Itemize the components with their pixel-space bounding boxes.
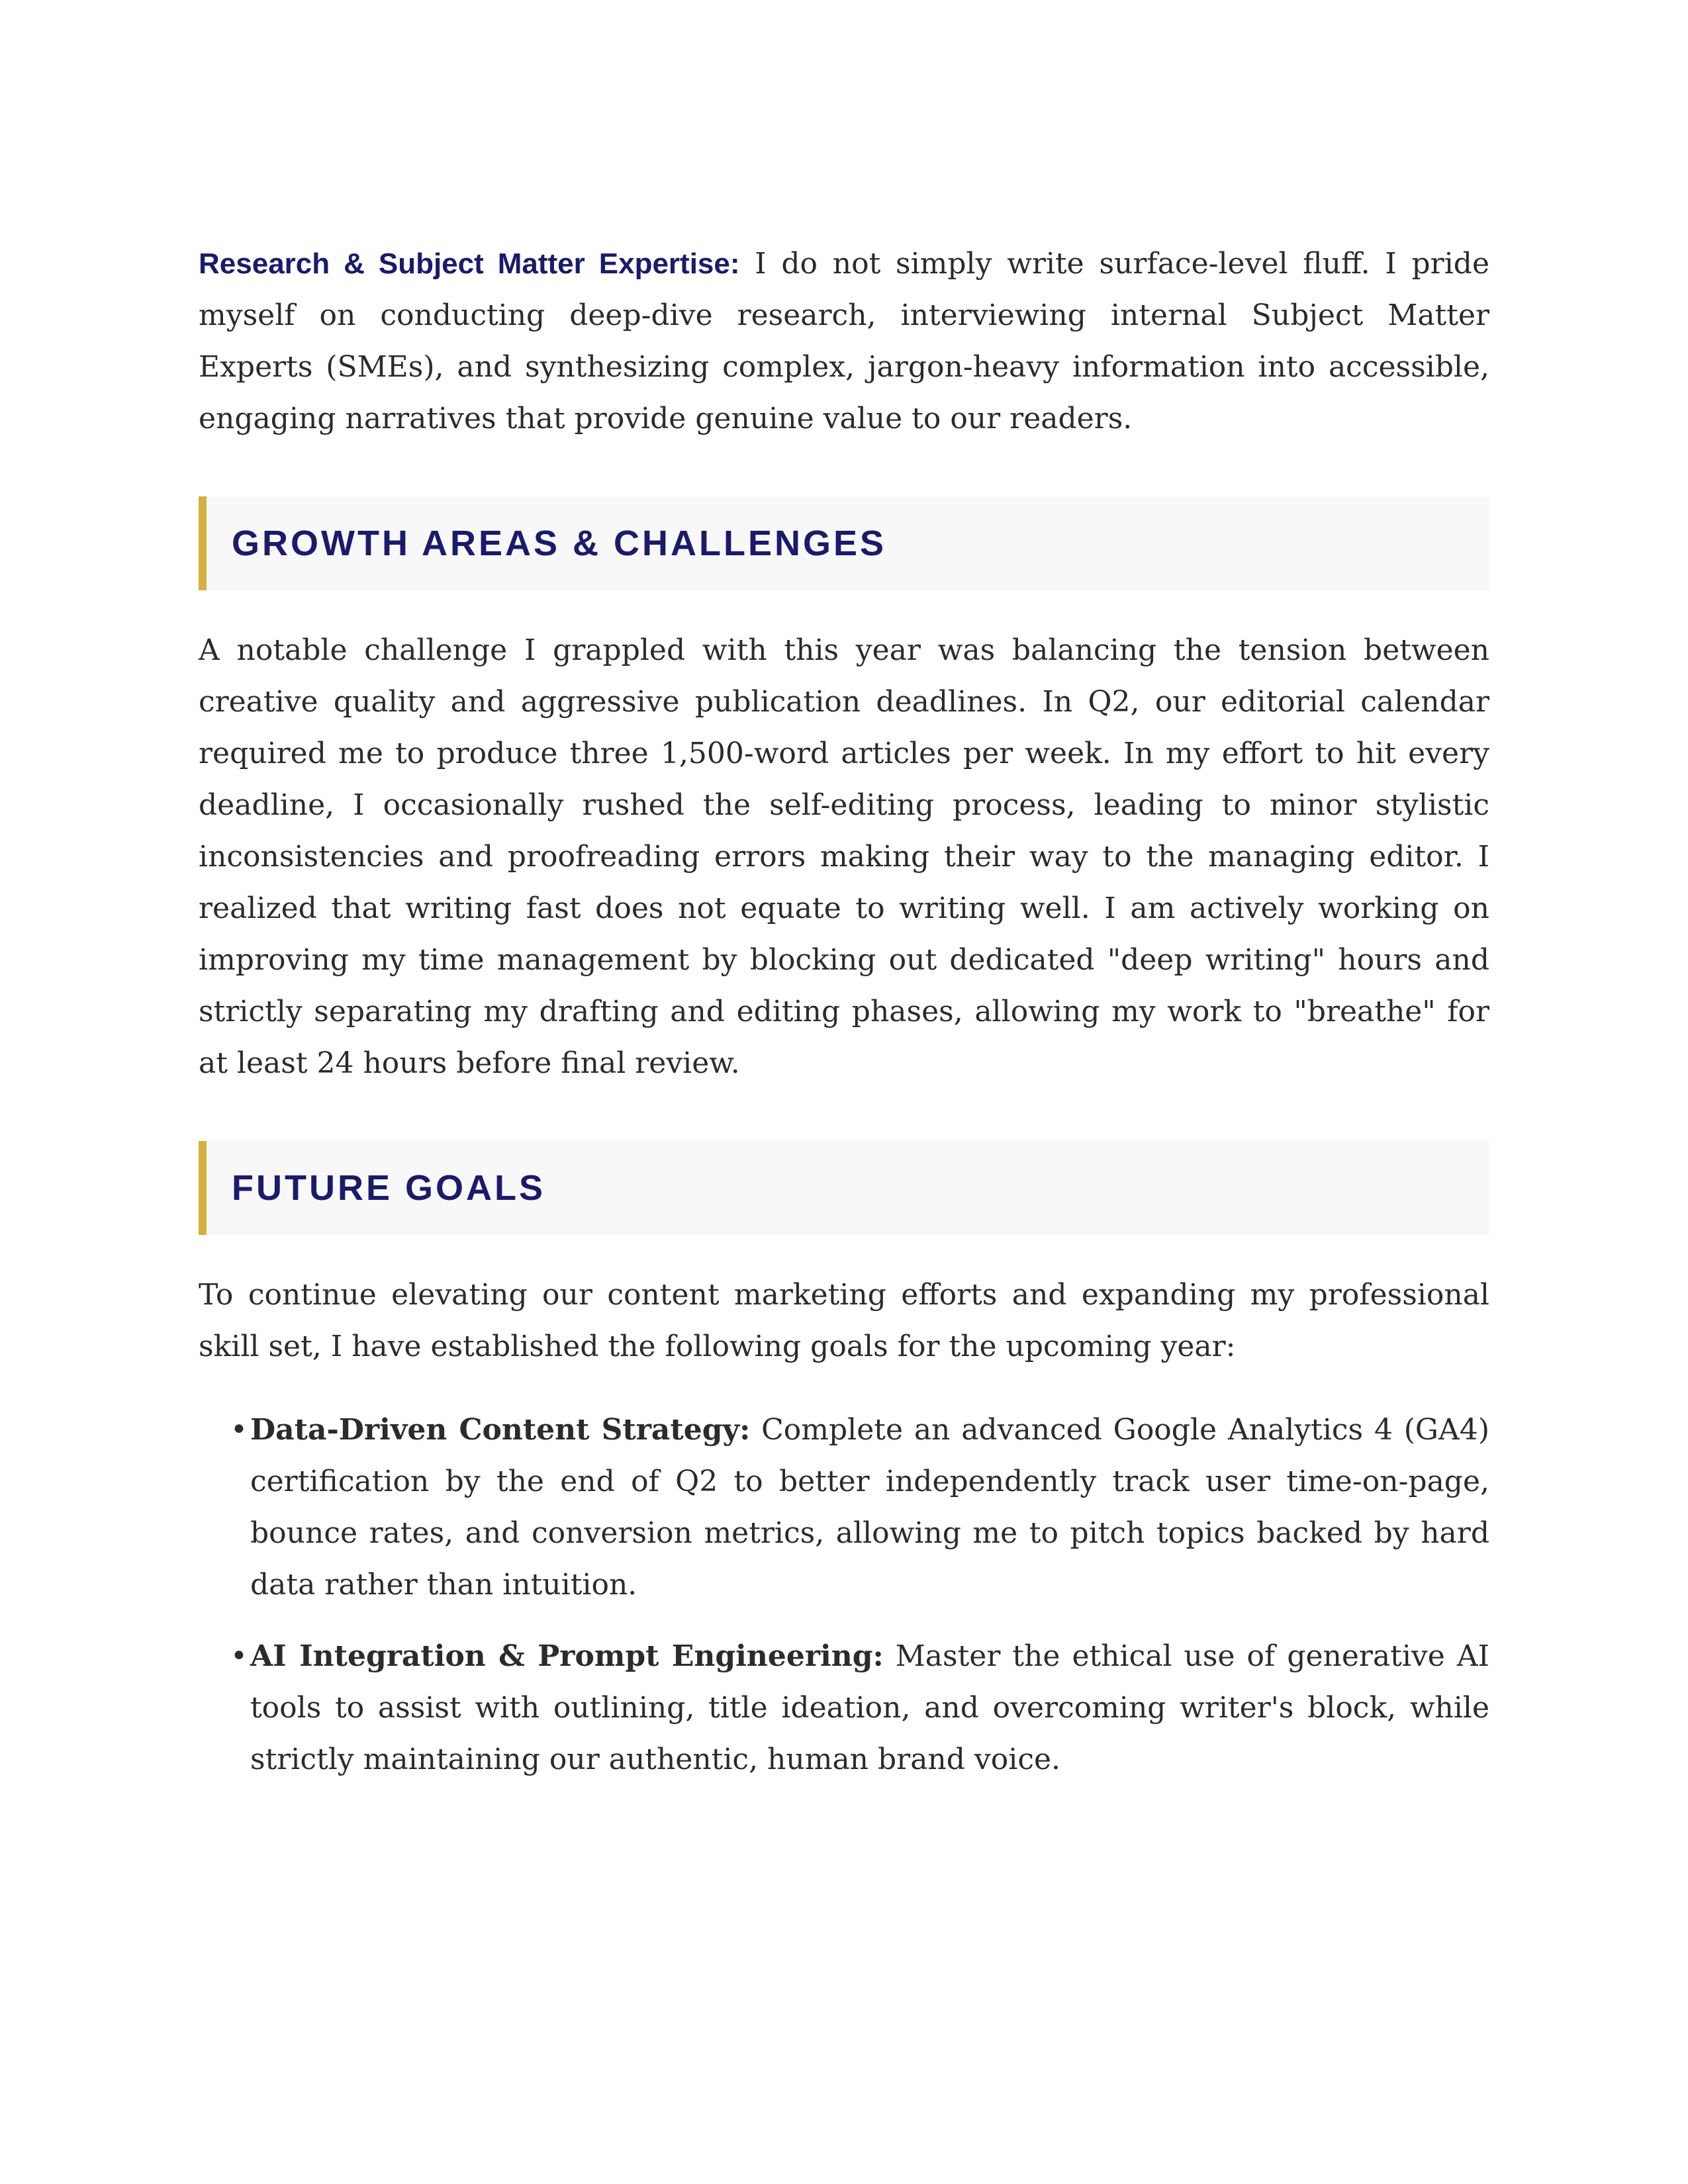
goal-label: Data-Driven Content Strategy:: [250, 1413, 751, 1447]
bullet-icon: •: [230, 1413, 248, 1447]
goal-label: AI Integration & Prompt Engineering:: [250, 1639, 884, 1673]
goal-text: Complete an advanced Google Analytics 4 (GA4) certification by the end of Q2 to better independently track user time-on-page, bounce rates, and conversion metrics, allowing me to pitch topics backed by hard data rather than intuition.: [250, 1413, 1489, 1602]
growth-heading-text: GROWTH AREAS & CHALLENGES: [232, 523, 886, 563]
goals-list: [199, 1404, 1489, 1786]
research-label: Research & Subject Matter Expertise:: [199, 248, 740, 280]
bullet-icon: •: [230, 1639, 248, 1673]
document-page: [199, 238, 1489, 1805]
future-intro-paragraph: To continue elevating our content marketing efforts and expanding my professional skill set, I have established the following goals for the upcoming year:: [199, 1278, 1489, 1363]
research-text: I do not simply write surface-level fluff. I pride myself on conducting deep-dive research, interviewing internal Subject Matter Experts (SMEs), and synthesizing complex, jargon-heavy information into accessible, engaging narratives that provide genuine value to our readers.: [199, 247, 1489, 435]
future-section-heading: [199, 1141, 1489, 1235]
list-item: [199, 1631, 1489, 1786]
research-paragraph: [199, 238, 1489, 445]
growth-paragraph: A notable challenge I grappled with this year was balancing the tension between creative quality and aggressive publication deadlines. In Q2, our editorial calendar required me to produce three 1,500-word articles per week. In my effort to hit every deadline, I occasionally rushed the self-editing process, leading to minor stylistic inconsistencies and proofreading errors making their way to the managing editor. I realized that writing fast does not equate to writing well. I am actively working on improving my time management by blocking out dedicated "deep writing" hours and strictly separating my drafting and editing phases, allowing my work to "breathe" for at least 24 hours before final review.: [199, 633, 1489, 1080]
future-heading-text: FUTURE GOALS: [232, 1168, 545, 1208]
goal-text: Master the ethical use of generative AI tools to assist with outlining, title ideation, and overcoming writer's block, while strictly maintaining our authentic, human brand voice.: [250, 1639, 1489, 1776]
growth-section-heading: [199, 496, 1489, 590]
list-item: [199, 1404, 1489, 1611]
